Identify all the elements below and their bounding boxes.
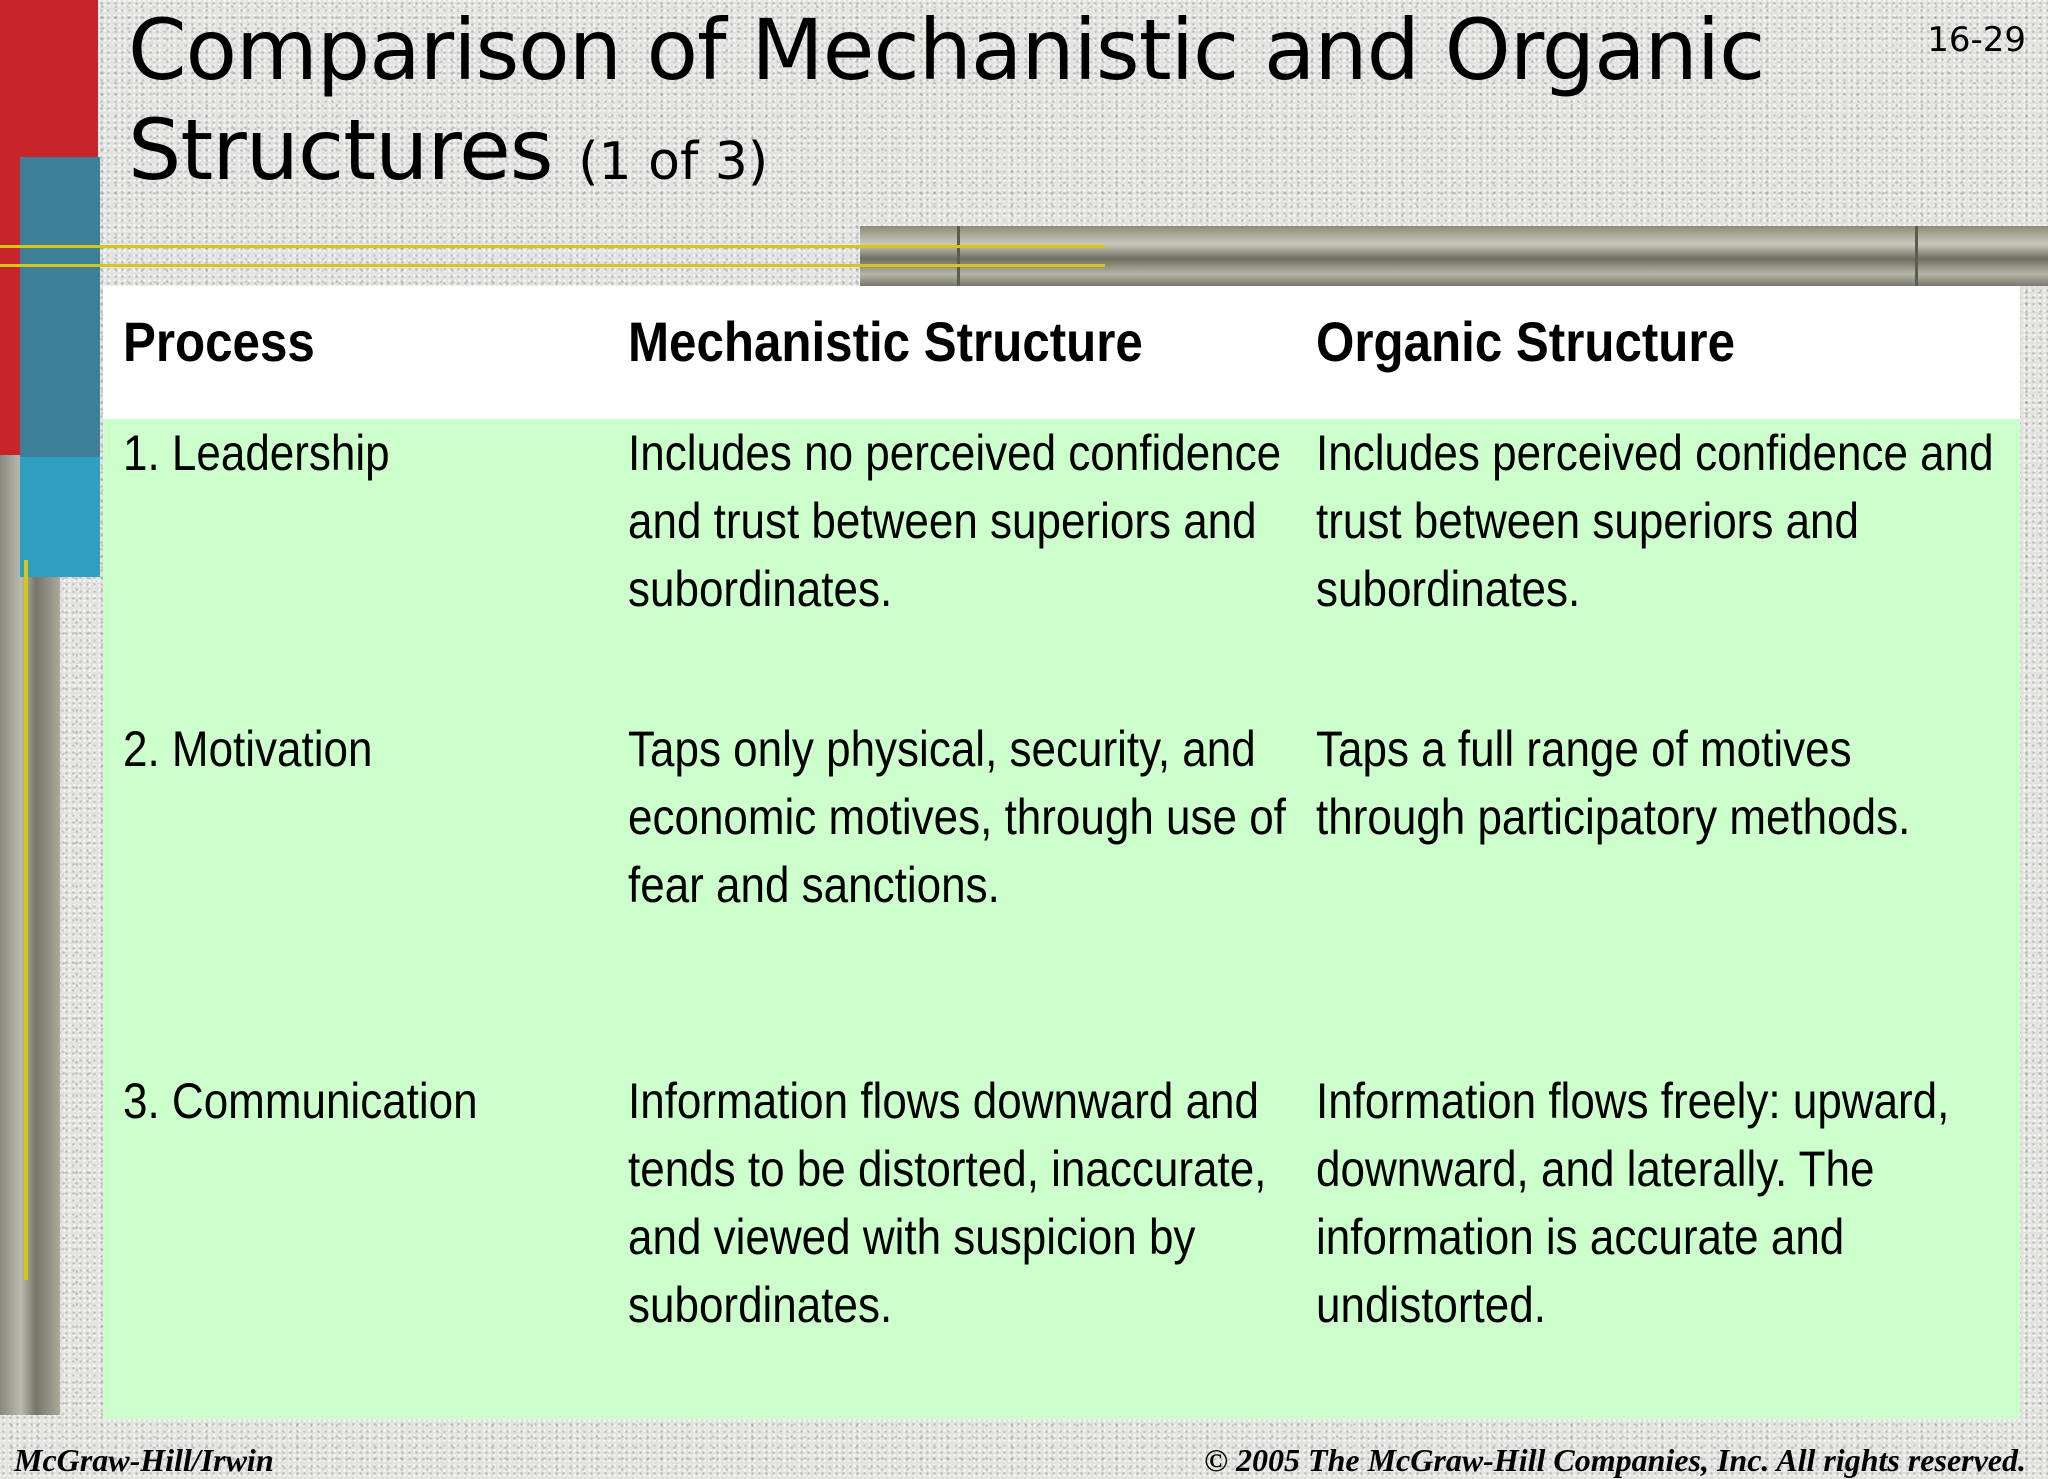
slide-number: 16-29 [1927,20,2026,60]
footer-publisher: McGraw-Hill/Irwin [14,1442,274,1478]
row-communication-mechanistic: Information flows downward and tends to be distorted, inaccurate, and viewed with suspicion by subordinates. [628,1073,1267,1333]
slide-title [128,0,1764,212]
comparison-table [103,286,2020,1419]
header-organic: Organic Structure [1316,310,1735,373]
slide-title-line1: Comparison of Mechanistic and Organic [128,1,1765,99]
slide-title-subtitle: (1 of 3) [578,132,769,192]
row-motivation-mechanistic: Taps only physical, security, and economic motives, through use of fear and sanctions. [628,721,1286,913]
row-leadership-organic: Includes perceived confidence and trust between superiors and subordinates. [1316,425,1994,617]
table-body [103,419,2020,1419]
row-motivation-organic: Taps a full range of motives through participatory methods. [1316,721,1911,845]
row-motivation-process: 2. Motivation [123,721,373,777]
row-communication-process: 3. Communication [123,1073,478,1129]
table-header-row [103,286,2020,419]
row-leadership-mechanistic: Includes no perceived confidence and trust between superiors and subordinates. [628,425,1282,617]
footer-copyright: © 2005 The McGraw-Hill Companies, Inc. All rights reserved. [1204,1442,2026,1478]
row-leadership-process: 1. Leadership [123,425,390,481]
row-communication-organic: Information flows freely: upward, downward, and laterally. The information is accurate and undistorted. [1316,1073,1950,1333]
header-process: Process [123,310,315,373]
decorative-yellow-horizontal-lines [0,245,1105,267]
decorative-blue-bar-shade [20,157,100,457]
header-mechanistic: Mechanistic Structure [628,310,1143,373]
decorative-yellow-vertical-line [24,560,28,1280]
slide-title-line2: Structures [128,101,553,199]
